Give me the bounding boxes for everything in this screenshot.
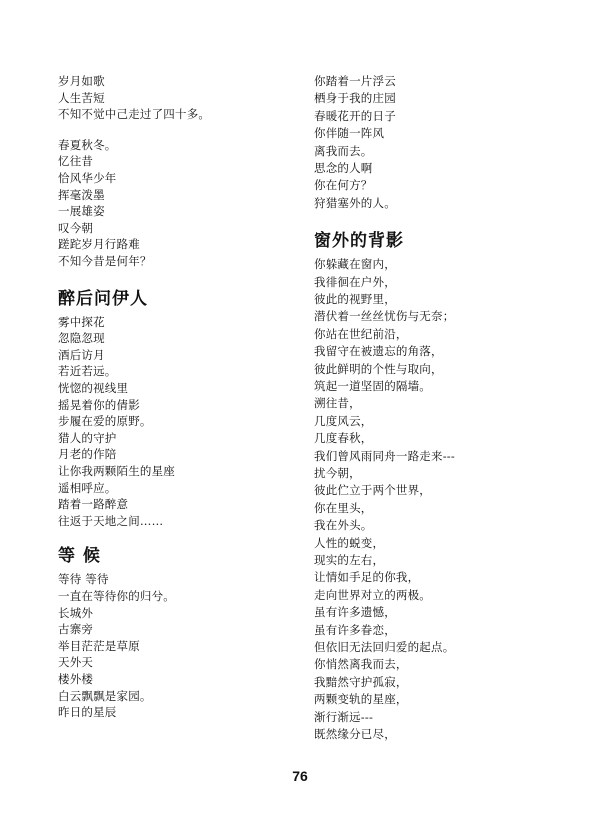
poem-line: 溯往昔，: [314, 396, 361, 411]
page-number: 76: [292, 768, 308, 784]
poem-line: 离我而去。: [314, 143, 373, 158]
poem-line: 扰今朝，: [314, 466, 361, 480]
poem-line: 潜伏着一丝丝忧伤与无奈；: [314, 309, 455, 324]
poem-line: 一直在等待你的归兮。: [58, 589, 175, 603]
poem-title: 窗外的背影: [314, 231, 404, 252]
poem-line: 忆往昔: [58, 154, 94, 169]
poem-line: 楼外楼: [58, 672, 94, 686]
poem-line: 狩猎塞外的人。: [314, 195, 396, 210]
poem-line: 天外天: [58, 655, 94, 670]
poem-line: 雾中探花: [58, 314, 105, 329]
poem-line: 猎人的守护: [58, 430, 117, 445]
poem-line: 我黯然守护孤寂，: [314, 674, 408, 689]
poem-line: 往返于天地之间……: [58, 513, 164, 528]
poem-line: 彼此鲜明的个性与取向，: [314, 361, 443, 376]
poem-line: 白云飘飘是家园。: [58, 688, 152, 703]
poem-line: 你在何方？: [314, 178, 373, 193]
poem-line: 让情如手足的你我，: [314, 570, 420, 585]
poem-line: 不知不觉中己走过了四十多。: [58, 107, 211, 122]
poem-line: 遥相呼应。: [58, 480, 117, 495]
poem-line: 挥毫泼墨: [58, 187, 105, 202]
poem-line: 摇晃着你的倩影: [58, 397, 140, 412]
poem-line: 你躲藏在窗内，: [314, 257, 396, 272]
poem-line: 人性的蜕变，: [314, 535, 385, 550]
poem-line: 春夏秋冬。: [58, 137, 117, 152]
poem-line: 一展雄姿: [58, 204, 105, 219]
poem-line: 你伴随一阵风: [314, 126, 385, 141]
poem-line: 长城外: [58, 605, 94, 620]
poem-line: 虽有许多眷恋，: [314, 622, 396, 637]
poem-line: 步履在爱的原野。: [58, 414, 152, 429]
poem-line: 踏着一路醉意: [58, 497, 129, 512]
poem-line: 岁月如歌: [58, 74, 105, 88]
poem-line: 筑起一道坚固的隔墙。: [314, 379, 431, 393]
poem-line: 我们曾风雨同舟一路走来---: [314, 448, 455, 463]
poem-line: 让你我两颗陌生的星座: [58, 464, 175, 478]
poem-line: 我在外头。: [314, 518, 373, 533]
poem-line: 古寨旁: [58, 622, 94, 637]
poem-line: 彼此的视野里，: [314, 292, 396, 306]
poem-line: 忽隐忽现: [58, 331, 105, 346]
poem-line: 你踏着一片浮云: [314, 74, 396, 88]
poem-line: 两颗变轨的星座，: [314, 692, 408, 707]
poem-line: 昨日的星辰: [58, 705, 117, 720]
poem-line: 叹今朝: [58, 220, 94, 235]
poem-line: 我徘徊在户外，: [314, 274, 396, 289]
poem-line: 月老的作陪: [58, 447, 117, 462]
poem-line: 彼此伫立于两个世界，: [314, 483, 431, 498]
poem-title: 醉后问伊人: [58, 288, 148, 309]
poem-line: 栖身于我的庄园: [314, 91, 396, 106]
poem-line: 渐行渐远---: [314, 709, 374, 724]
poem-line: 几度风云，: [314, 413, 373, 428]
poem-line: 恰风华少年: [58, 171, 117, 185]
poem-line: 虽有许多遗憾，: [314, 605, 396, 620]
poem-line: 现实的左右，: [314, 553, 385, 567]
poem-line: 不知今昔是何年？: [58, 254, 152, 268]
poem-line: 人生苦短: [58, 90, 105, 105]
poem-line: 举目茫茫是草原: [58, 638, 140, 653]
poem-line: 走向世界对立的两极。: [314, 587, 431, 602]
poem-line: 春暖花开的日子: [314, 108, 396, 123]
poem-line: 几度春秋，: [314, 431, 373, 446]
poem-line: 恍惚的视线里: [58, 381, 129, 395]
poem-line: 我留守在被遗忘的角落，: [314, 344, 443, 359]
poem-line: 蹉跎岁月行路难: [58, 237, 140, 252]
poem-line: 若近若远。: [58, 364, 117, 379]
poem-line: 酒后访月: [58, 347, 105, 362]
poem-title: 等 候: [58, 546, 101, 567]
poem-line: 你悄然离我而去，: [314, 657, 408, 672]
poem-line: 但依旧无法回归爱的起点。: [314, 640, 455, 654]
poem-line: 等待 等待: [58, 572, 109, 587]
poem-line: 既然缘分已尽，: [314, 727, 396, 741]
poem-line: 思念的人啊: [314, 161, 373, 175]
poem-line: 你站在世纪前沿，: [314, 326, 408, 341]
poem-line: 你在里头，: [314, 500, 373, 515]
